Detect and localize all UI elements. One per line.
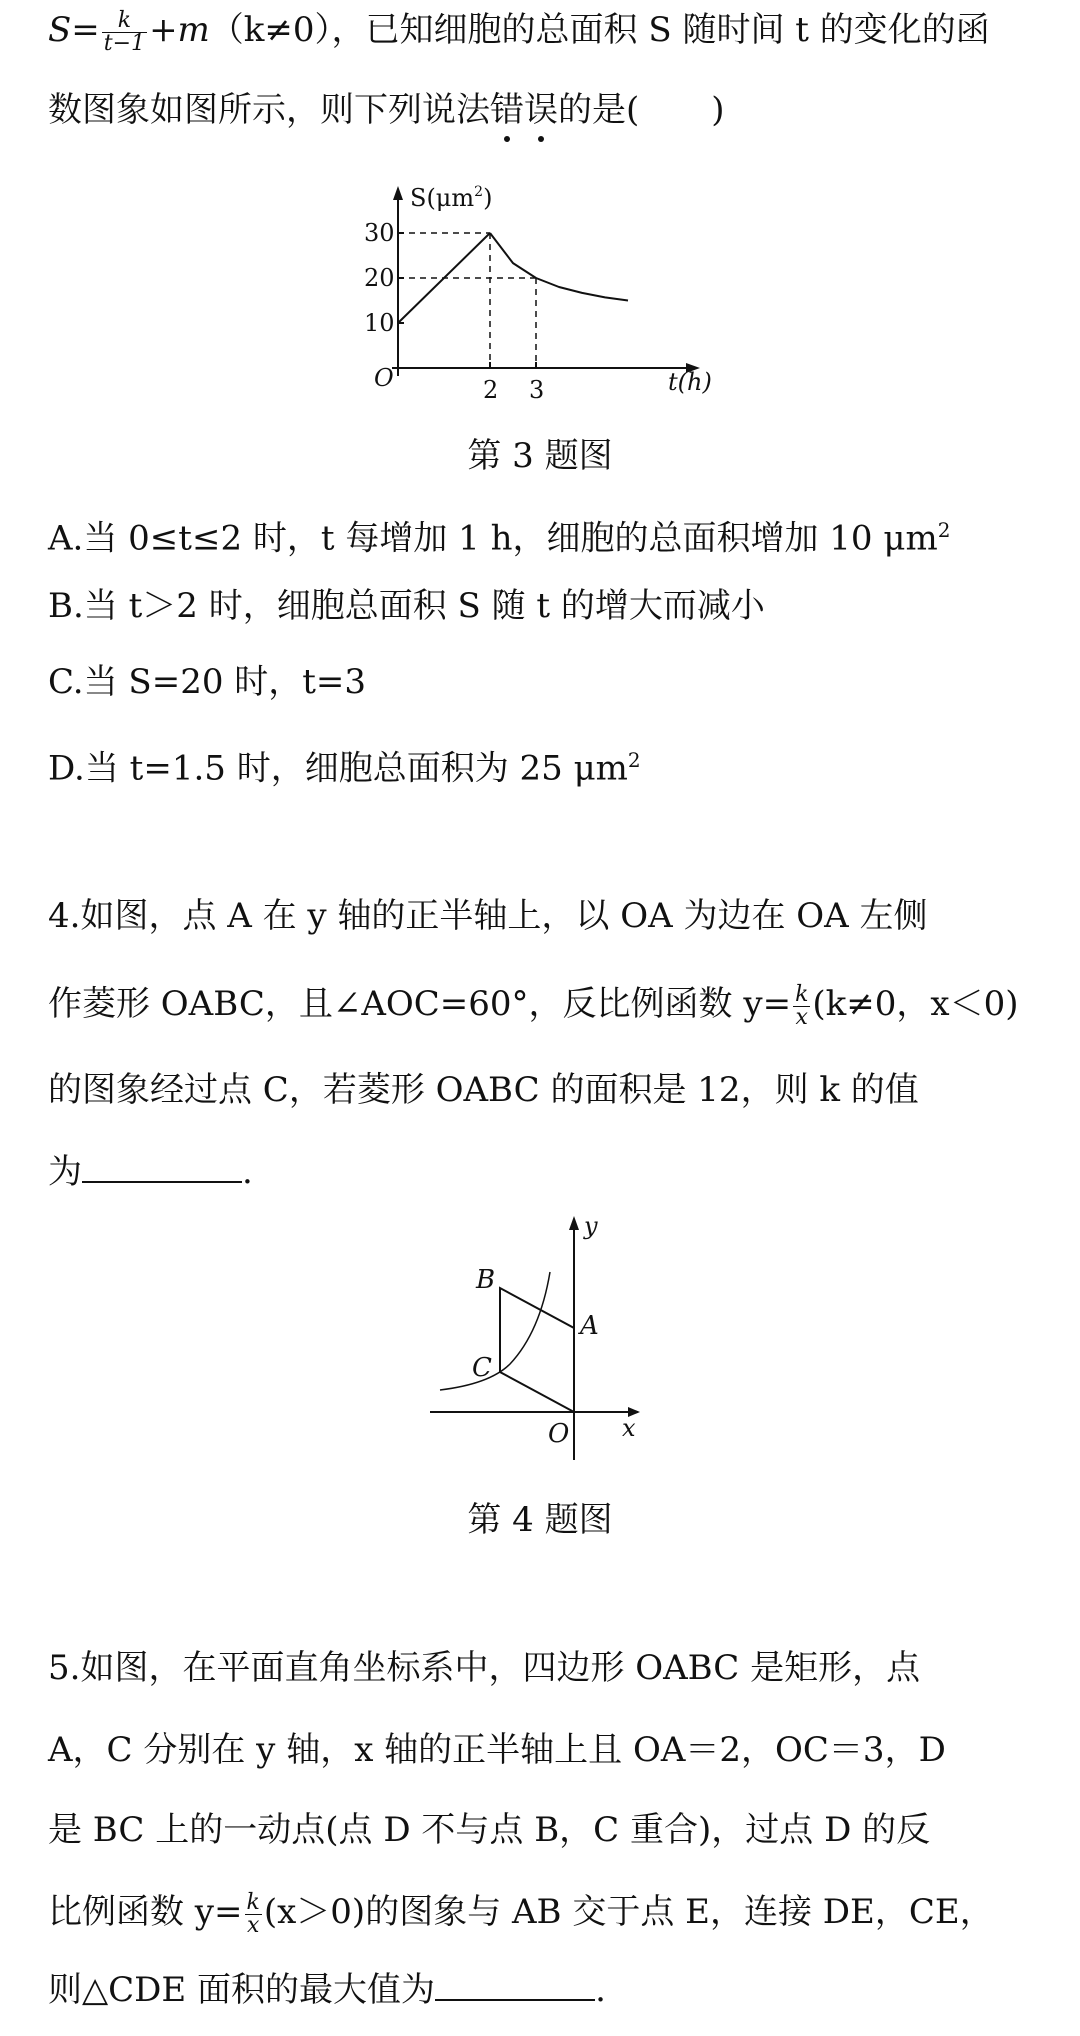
y-tick-label-10: 10 <box>364 309 395 337</box>
q5-line-3: 是 BC 上的一动点(点 D 不与点 B，C 重合)，过点 D 的反 <box>48 1810 931 1850</box>
q3-formula-m: +m <box>149 10 210 50</box>
q4-answer-blank <box>82 1151 242 1183</box>
y-tick-label-30: 30 <box>364 219 395 247</box>
q3-caption: 第 3 题图 <box>467 436 613 476</box>
q4-line-3: 的图象经过点 C，若菱形 OABC 的面积是 12，则 k 的值 <box>48 1070 919 1110</box>
x-tick-label-2: 2 <box>483 376 499 404</box>
q3-emphasis-char-1: 错 <box>490 90 524 130</box>
q3-emphasis-char-2: 误 <box>524 90 558 130</box>
q4-fraction: $\frac{k}{x}$ <box>795 981 809 1030</box>
q3-formula-s: S= <box>48 10 100 50</box>
q3-line-1 <box>48 8 1040 55</box>
x-tick-label-3: 3 <box>529 376 545 404</box>
q4-line-2: 作菱形 OABC，且∠AOC=60°，反比例函数 y= $\frac{k}{x}$ (k≠0，x＜0) <box>48 981 1019 1030</box>
q3-stem-text-3: 的是( <box>558 90 640 130</box>
q4-caption: 第 4 题图 <box>467 1500 613 1540</box>
q4-line-4: 为 . <box>48 1152 253 1192</box>
series-line-1 <box>490 233 628 301</box>
q3-stem-text-2: 数图象如图所示，则下列说法 <box>48 90 490 130</box>
q5-line-5: 则△CDE 面积的最大值为 . <box>48 1970 606 2010</box>
q3-option-a: A.当 0≤t≤2 时，t 每增加 1 h，细胞的总面积增加 10 $\mu m^2$ <box>48 518 951 559</box>
q5-line-2: A，C 分别在 y 轴，x 轴的正半轴上且 OA＝2，OC＝3，D <box>48 1730 946 1770</box>
q3-option-c: C.当 S=20 时，t=3 <box>48 662 367 702</box>
q4-figure <box>430 1212 650 1472</box>
q5-line-4: 比例函数 y= $\frac{k}{x}$ (x＞0)的图象与 AB 交于点 E，连接 DE，CE， <box>48 1889 994 1938</box>
q4-label-b: B <box>476 1265 496 1295</box>
q3-condition: （k≠0） <box>209 10 332 50</box>
y-axis-arrow <box>393 186 403 200</box>
fraction-denominator: t−1 <box>103 30 146 56</box>
q4-line-1: 4.如图，点 A 在 y 轴的正半轴上，以 OA 为边在 OA 左侧 <box>48 896 928 936</box>
q3-answer-paren: ) <box>711 90 725 130</box>
q4-label-y: y <box>584 1212 598 1240</box>
q3-line-2 <box>48 88 1040 132</box>
fraction-numerator: k <box>102 10 147 33</box>
q3-graph <box>340 178 730 408</box>
q5-answer-blank <box>435 1969 595 2001</box>
q3-graph-plot <box>364 186 700 404</box>
q3-graph-origin: O <box>374 364 394 392</box>
q4-label-o: O <box>548 1419 570 1449</box>
q3-graph-y-label: $S(\mu m^2)$ <box>410 184 493 212</box>
q4-label-x: x <box>622 1414 636 1442</box>
q3-stem-text: ，已知细胞的总面积 S 随时间 t 的变化的函 <box>331 10 990 50</box>
q4-label-a: A <box>580 1311 599 1341</box>
q3-fraction <box>102 7 147 56</box>
q3-option-b: B.当 t＞2 时，细胞总面积 S 随 t 的增大而减小 <box>48 586 765 626</box>
q5-fraction: $\frac{k}{x}$ <box>246 1889 260 1938</box>
y-tick-label-20: 20 <box>364 264 395 292</box>
q4-label-c: C <box>472 1353 492 1383</box>
q3-option-d: D.当 t=1.5 时，细胞总面积为 25 $\mu m^2$ <box>48 748 641 789</box>
q3-graph-x-label: t(h) <box>668 368 712 396</box>
q5-line-1: 5.如图，在平面直角坐标系中，四边形 OABC 是矩形，点 <box>48 1648 921 1688</box>
